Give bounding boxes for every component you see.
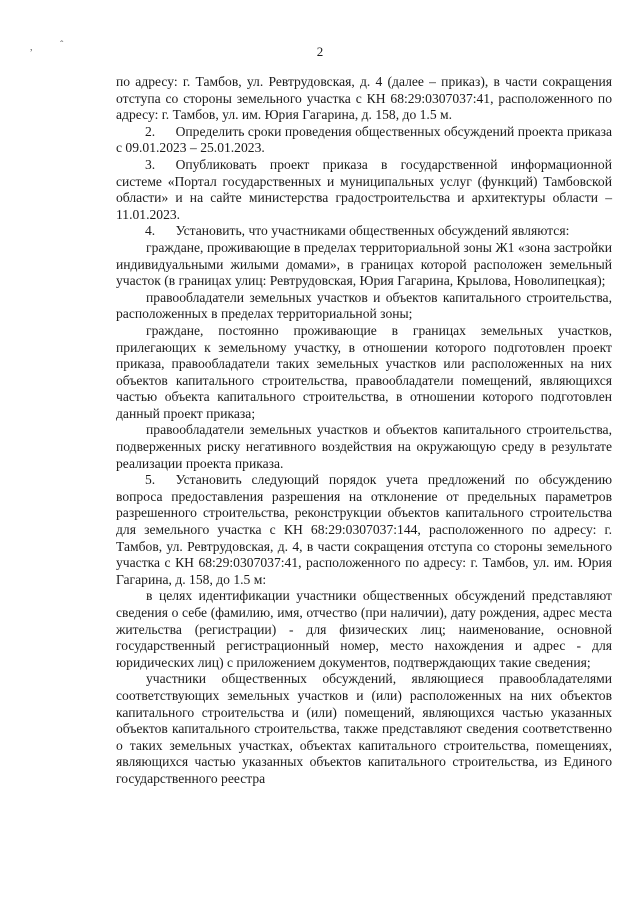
- document-body: [116, 74, 612, 788]
- paragraph-item-4: 4. Установить, что участниками общественных обсуждений являются:: [145, 223, 570, 239]
- paragraph-continuation: по адресу: г. Тамбов, ул. Ревтрудовская, д. 4 (далее – приказ), в части сокращения отступа со стороны земельного участка с КН 68:29:0307037:41, расположенного по адресу: г. Тамбов, ул. им. Юрия Гагарина, д. 158, до 1.5 м.: [116, 74, 612, 123]
- paragraph-item-5: 5. Установить следующий порядок учета предложений по обсуждению вопроса предоставления разрешения на отклонение от предельных параметров разрешенного строительства, реконструкции объектов капитального строительства для земельного участка с КН 68:29:0307037:144, расположенного по адресу: г. Тамбов, ул. Ревтрудовская, д. 4, в части сокращения отступа со стороны земельного участка с КН 68:29:0307037:41, расположенного по адресу: г. Тамбов, ул. им. Юрия Гагарина, д. 158, до 1.5 м:: [116, 472, 612, 587]
- rightholder-info-rule: участники общественных обсуждений, являющиеся правообладателями соответствующих земельных участков и (или) расположенных на них объектов капитального строительства и (или) помещений, являющихся частью указанных объектов капитального строительства, также представляют сведения соответственно о таких земельных участках, объектах капитального строительства, помещениях, являющихся частью указанных объектов капитального строительства, из Единого государственного реестра: [116, 671, 612, 786]
- participants-rightholders: правообладатели земельных участков и объектов капитального строительства, расположенных в пределах территориальной зоны;: [116, 289, 612, 322]
- participants-adjacent: граждане, постоянно проживающие в границах земельных участков, прилегающих к земельному участку, в отношении которого подготовлен проект приказа, правообладатели таких земельных участков или расположенных на них объектов капитального строительства, правообладатели помещений, являющихся частью объекта капитального строительства, в отношении которого подготовлен данный проект приказа;: [116, 322, 612, 421]
- scan-mark-left: ,: [30, 42, 33, 53]
- scan-mark-left-2: ˆ: [60, 40, 64, 51]
- paragraph-item-3: 3. Опубликовать проект приказа в государственной информационной системе «Портал государственных и муниципальных услуг (функций) Тамбовской области» и на сайте министерства градостроительства и архитектуры области – 11.01.2023.: [116, 156, 612, 222]
- participants-residents: граждане, проживающие в пределах территориальной зоны Ж1 «зона застройки индивидуальными жилыми домами», в границах которой расположен земельный участок (в границах улиц: Ревтрудовская, Юрия Гагарина, Крылова, Новолипецкая);: [116, 239, 612, 289]
- paragraph-item-2: 2. Определить сроки проведения общественных обсуждений проекта приказа с 09.01.2023 – 25.01.2023.: [116, 123, 612, 156]
- participants-risk: правообладатели земельных участков и объектов капитального строительства, подверженных риску негативного воздействия на окружающую среду в результате реализации проекта приказа.: [116, 422, 612, 471]
- identification-rule: в целях идентификации участники общественных обсуждений представляют сведения о себе (фамилию, имя, отчество (при наличии), дату рождения, адрес места жительства (регистрации) - для физических лиц; наименование, основной государственный регистрационный номер, место нахождения и адрес - для юридических лиц) с приложением документов, подтверждающих такие сведения;: [116, 588, 612, 670]
- page-number: 2: [316, 44, 324, 59]
